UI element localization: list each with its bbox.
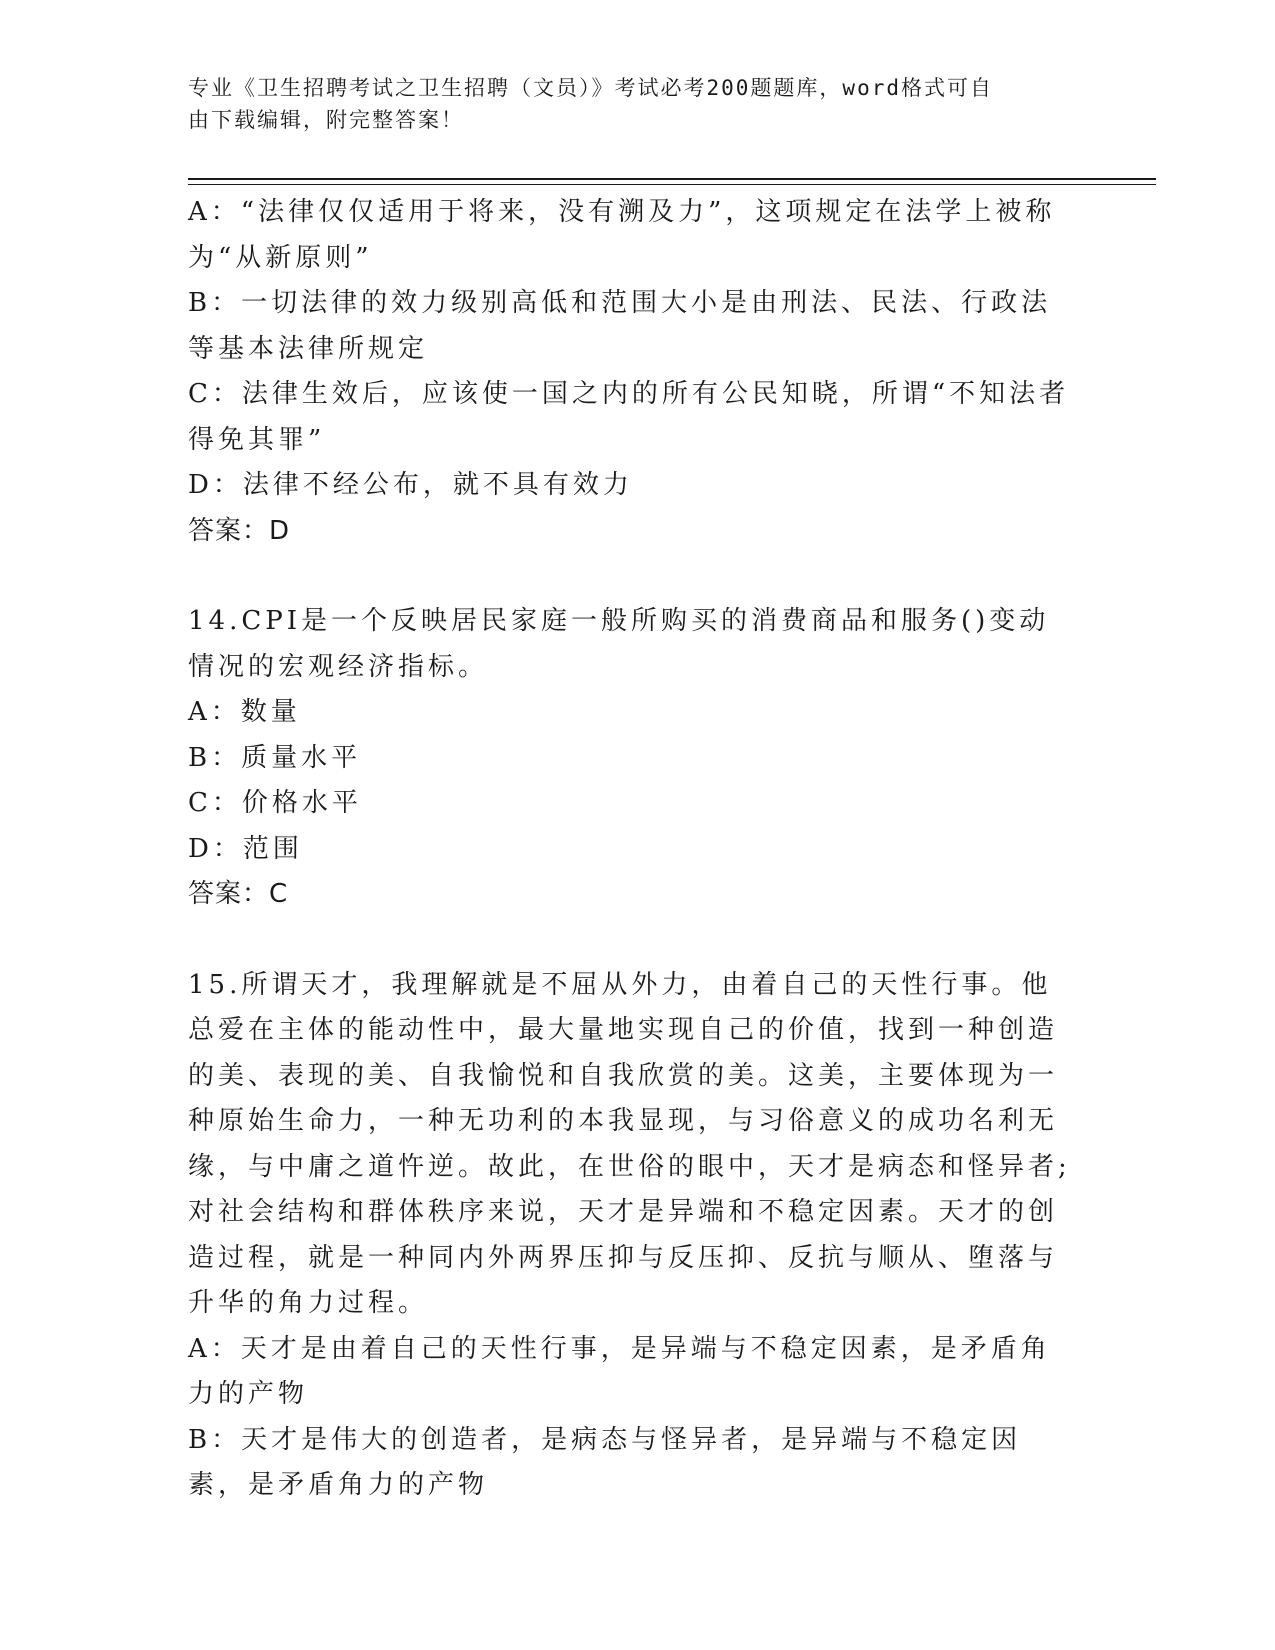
q13-option-a: A：“法律仅仅适用于将来，没有溯及力”，这项规定在法学上被称为“从新原则” <box>188 197 1056 273</box>
q13-option-d: D：法律不经公布，就不具有效力 <box>188 470 633 500</box>
q14-option-d: D：范围 <box>188 833 303 864</box>
question-spacer <box>188 918 1078 963</box>
q14-option-b: B：质量水平 <box>188 742 362 773</box>
question-14 <box>188 599 1078 918</box>
header-line-2: 由下载编辑，附完整答案！ <box>188 108 464 132</box>
question-list <box>188 190 1078 1509</box>
question-15 <box>188 963 1078 1509</box>
header-rule-thin <box>188 184 1156 185</box>
q13-option-b: B：一切法律的效力级别高低和范围大小是由刑法、民法、行政法等基本法律所规定 <box>188 288 1052 364</box>
question-13 <box>188 190 1078 554</box>
q14-answer: 答案：C <box>188 879 289 909</box>
q13-option-c: C：法律生效后，应该使一国之内的所有公民知晓，所谓“不知法者得免其罪” <box>188 379 1070 455</box>
q15-option-a: A：天才是由着自己的天性行事，是异端与不稳定因素，是矛盾角力的产物 <box>188 1333 1051 1409</box>
q15-option-b: B：天才是伟大的创造者，是病态与怪异者，是异端与不稳定因素，是矛盾角力的产物 <box>188 1424 1022 1500</box>
q14-stem: 14.CPI是一个反映居民家庭一般所购买的消费商品和服务()变动情况的宏观经济指标。 <box>188 606 1050 682</box>
q13-answer: 答案：D <box>188 515 291 546</box>
question-spacer <box>188 554 1078 599</box>
header-rule-thick <box>188 178 1156 180</box>
q15-stem: 15.所谓天才，我理解就是不屈从外力，由着自己的天性行事。他总爱在主体的能动性中，最大量地实现自己的价值，找到一种创造的美、表现的美、自我愉悦和自我欣赏的美。这美，主要体现为一种原始生命力，一种无功利的本我显现，与习俗意义的成功名利无缘，与中庸之道忤逆。故此，在世俗的眼中，天才是病态和怪异者;对社会结构和群体秩序来说，天才是异端和不稳定因素。天才的创造过程，就是一种同内外两界压抑与反压抑、反抗与顺从、堕落与升华的角力过程。 <box>188 969 1071 1318</box>
q14-option-a: A：数量 <box>188 697 301 727</box>
q14-option-c: C：价格水平 <box>188 788 362 818</box>
header-line-1: 专业《卫生招聘考试之卫生招聘（文员）》考试必考200题题库，word格式可自 <box>188 76 993 100</box>
document-header <box>188 72 1068 136</box>
